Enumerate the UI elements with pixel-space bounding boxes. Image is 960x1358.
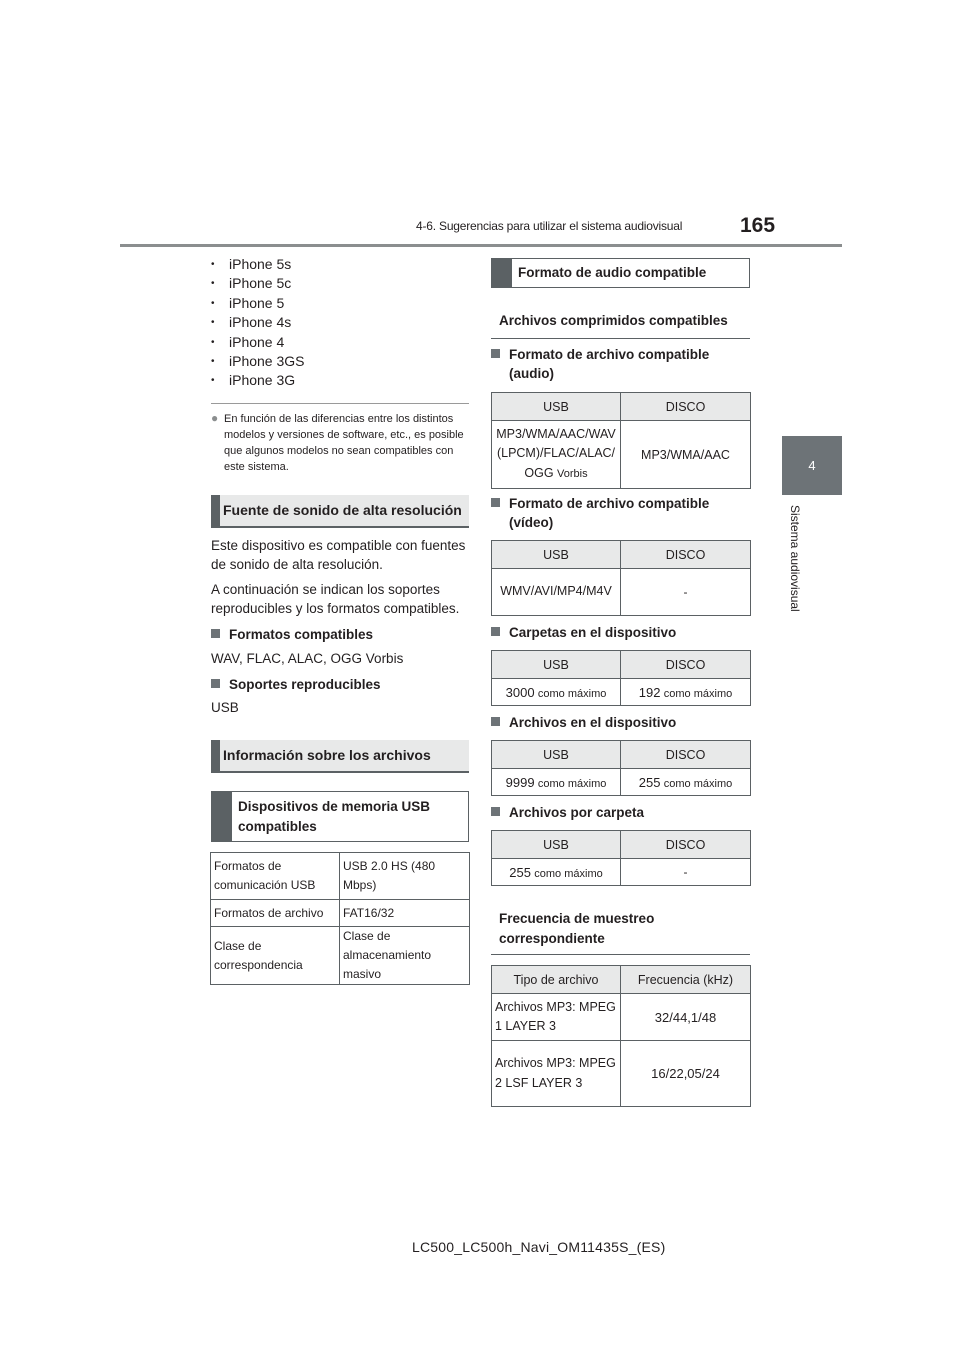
video-format-table [491, 540, 751, 616]
compressed-files-heading: Archivos comprimidos compatibles [491, 305, 750, 339]
table-row: USB DISCO [492, 741, 751, 769]
section-title: 4-6. Sugerencias para utilizar el sistema audiovisual [416, 219, 683, 233]
chapter-tab: 4 [782, 436, 842, 495]
audio-format-subheading: Formato de archivo compatible (audio) [491, 345, 741, 384]
per-folder-table [491, 830, 751, 886]
audio-format-table [491, 392, 751, 489]
media-value: USB [211, 700, 239, 715]
audio-format-heading-label: Formato de audio compatible [518, 265, 707, 280]
list-item: • iPhone 3G [211, 371, 461, 390]
per-folder-subheading: Archivos por carpeta [491, 803, 644, 822]
table-row: 3000 como máximo 192 como máximo [492, 679, 751, 706]
sampling-heading: Frecuencia de muestreo correspondiente [491, 904, 750, 955]
table-row: USB DISCO [492, 831, 751, 859]
table-row: Tipo de archivo Frecuencia (kHz) [492, 966, 751, 994]
table-row: 255 como máximo - [492, 859, 751, 886]
media-heading: Soportes reproducibles [211, 675, 381, 694]
table-row: WMV/AVI/MP4/M4V - [492, 569, 751, 616]
divider [211, 403, 469, 404]
list-item: • iPhone 5s [211, 255, 461, 274]
table-row: USB DISCO [492, 651, 751, 679]
usb-specs-table [210, 852, 470, 985]
usb-devices-heading [211, 791, 469, 842]
table-row: USB DISCO [492, 541, 751, 569]
square-bullet-icon [491, 349, 500, 358]
hires-paragraph-1: Este dispositivo es compatible con fuentes de sonido de alta resolución. [211, 538, 466, 573]
table-row: Archivos MP3: MPEG 2 LSF LAYER 3 16/22,05/24 [492, 1041, 751, 1107]
sampling-table [491, 965, 751, 1107]
formats-heading: Formatos compatibles [211, 625, 373, 644]
header-rule [120, 244, 842, 247]
audio-format-heading [491, 258, 750, 288]
list-item: • iPhone 4 [211, 333, 461, 352]
hires-heading-label: Fuente de sonido de alta resolución [223, 502, 462, 518]
chapter-label: Sistema audiovisual [788, 505, 802, 612]
list-item: • iPhone 4s [211, 313, 461, 332]
folders-subheading: Carpetas en el dispositivo [491, 623, 676, 642]
list-item: • iPhone 3GS [211, 352, 461, 371]
document-code: LC500_LC500h_Navi_OM11435S_(ES) [412, 1239, 666, 1255]
files-info-heading [211, 740, 469, 773]
list-item: • iPhone 5 [211, 294, 461, 313]
square-bullet-icon [491, 498, 500, 507]
square-bullet-icon [491, 717, 500, 726]
table-row: Clase de correspondencia Clase de almacenamiento masivo [211, 927, 470, 985]
table-row: Formatos de archivo FAT16/32 [211, 900, 470, 927]
hires-heading [211, 495, 469, 528]
table-row: USB DISCO [492, 393, 751, 421]
page-number: 165 [740, 214, 776, 237]
table-row: 9999 como máximo 255 como máximo [492, 769, 751, 796]
square-bullet-icon [211, 629, 220, 638]
hires-paragraph-2: A continuación se indican los soportes reproducibles y los formatos compatibles. [211, 582, 460, 617]
formats-value: WAV, FLAC, ALAC, OGG Vorbis [211, 651, 404, 666]
square-bullet-icon [491, 627, 500, 636]
list-item: • iPhone 5c [211, 274, 461, 293]
note-bullet-icon: ● [211, 411, 219, 425]
square-bullet-icon [491, 807, 500, 816]
iphone-list [211, 255, 461, 391]
table-row: MP3/WMA/AAC/WAV(LPCM)/FLAC/ALAC/OGG Vorbis MP3/WMA/AAC [492, 421, 751, 489]
square-bullet-icon [211, 679, 220, 688]
table-row: Formatos de comunicación USB USB 2.0 HS (480 Mbps) [211, 853, 470, 900]
video-format-subheading: Formato de archivo compatible (vídeo) [491, 494, 741, 533]
files-info-heading-label: Información sobre los archivos [223, 747, 431, 763]
files-subheading: Archivos en el dispositivo [491, 713, 676, 732]
compatibility-note [211, 410, 473, 475]
files-table [491, 740, 751, 796]
folders-table [491, 650, 751, 706]
table-row: Archivos MP3: MPEG 1 LAYER 3 32/44,1/48 [492, 994, 751, 1041]
usb-devices-heading-label: Dispositivos de memoria USB compatibles [238, 799, 431, 834]
note-text: En función de las diferencias entre los distintos modelos y versiones de software, etc., es posible que algunos modelos no sean compatibles con este sistema. [224, 413, 464, 473]
